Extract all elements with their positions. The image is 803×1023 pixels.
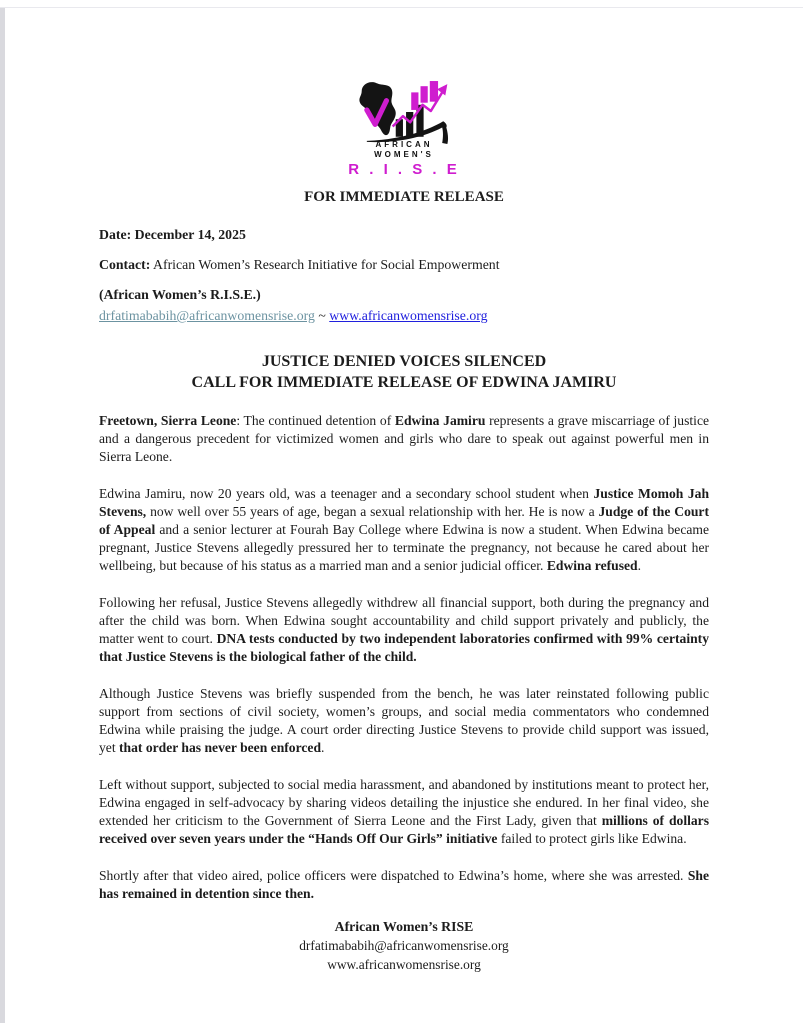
contact-label: Contact: [99,257,151,272]
paragraph-3 [99,594,709,666]
text-run: . [321,740,325,755]
separator: ~ [314,308,330,323]
paragraph-4 [99,685,709,757]
org-abbrev-line [99,286,709,304]
text-run: that order has never been enforced [119,740,322,755]
paragraph-6 [99,867,709,903]
logo-word-african: AFRICAN [375,140,433,149]
text-run: Judge of the Court of Appeal [99,504,709,537]
paragraph-5 [99,776,709,848]
paragraph-2 [99,485,709,575]
text-run: . [637,558,642,573]
text-run: She has remained in detention since then. [99,868,709,901]
date-line [99,226,709,244]
logo-rise-text: R . I . S . E [348,161,460,178]
page-top-border [0,7,803,8]
links-line [99,306,709,325]
org-logo [344,80,464,179]
footer-block [99,917,709,974]
text-run: : The continued detention of [236,413,395,428]
for-immediate-release-label: FOR IMMEDIATE RELEASE [304,189,504,205]
page-left-edge [0,8,5,1023]
document-title [99,351,709,393]
text-run: and a senior lecturer at Fourah Bay College where Edwina is now a student. When Edwina became pregnant, Justice Stevens allegedly pressured her to terminate the pregnancy, not because he cared about her wellbeing, but because of his status as a married man and a senior judicial officer. [99,522,709,573]
website-link[interactable]: www.africanwomensrise.org [329,308,488,323]
rise-logo-graphic [354,80,454,144]
text-run: Edwina Jamiru, now 20 years old, was a teenager and a secondary school student when [99,486,594,501]
paragraph-1 [99,412,709,466]
text-run: Shortly after that video aired, police officers were dispatched to Edwina’s home, where she was arrested. [99,868,688,883]
org-abbrev: (African Women’s R.I.S.E.) [99,287,261,302]
text-run: now well over 55 years of age, began a sexual relationship with her. He is now a [146,504,599,519]
text-run: millions of dollars received over seven years under the “Hands Off Our Girls” initiative [99,813,709,846]
date-value: Date: December 14, 2025 [99,227,246,242]
footer-email: drfatimababih@africanwomensrise.org [299,938,509,953]
contact-line [99,256,709,274]
text-run: Edwina Jamiru [394,413,486,428]
footer-website: www.africanwomensrise.org [327,957,481,972]
title-line-1: JUSTICE DENIED VOICES SILENCED [261,353,547,370]
email-link[interactable]: drfatimababih@africanwomensrise.org [99,308,315,323]
text-run: Although Justice Stevens was briefly suspended from the bench, he was later reinstated following public support from sections of civil society, women’s groups, and social media commentators who condemned Edwina while praising the judge. A court order directing Justice Stevens to provide child support was issued, yet [99,686,709,755]
text-run: Following her refusal, Justice Stevens allegedly withdrew all financial support, both during the pregnancy and after the child was born. When Edwina sought accountability and child support privately and publicly, the matter went to court. [99,595,709,646]
footer-org-name: African Women’s RISE [334,919,474,934]
text-run: DNA tests conducted by two independent laboratories confirmed with 99% certainty that Justice Stevens is the biological father of the child. [99,631,709,664]
text-run: Freetown, Sierra Leone [99,413,237,428]
title-line-2: CALL FOR IMMEDIATE RELEASE OF EDWINA JAMIRU [191,374,617,391]
text-run: Justice Momoh Jah Stevens, [99,486,710,519]
text-run: represents a grave miscarriage of justice and a dangerous precedent for victimized women and girls who dare to speak out against powerful men in Sierra Leone. [99,413,710,464]
contact-value: African Women’s Research Initiative for Social Empowerment [150,257,500,272]
text-run: Left without support, subjected to social media harassment, and abandoned by institutions meant to protect her, Edwina engaged in self-advocacy by sharing videos detailing the injustice she endured. In her final video, she extended her criticism to the Government of Sierra Leone and the First Lady, given that [99,777,709,828]
text-run: Edwina refused [546,558,638,573]
text-run: failed to protect girls like Edwina. [497,831,687,846]
logo-word-womens: WOMEN'S [374,150,434,159]
